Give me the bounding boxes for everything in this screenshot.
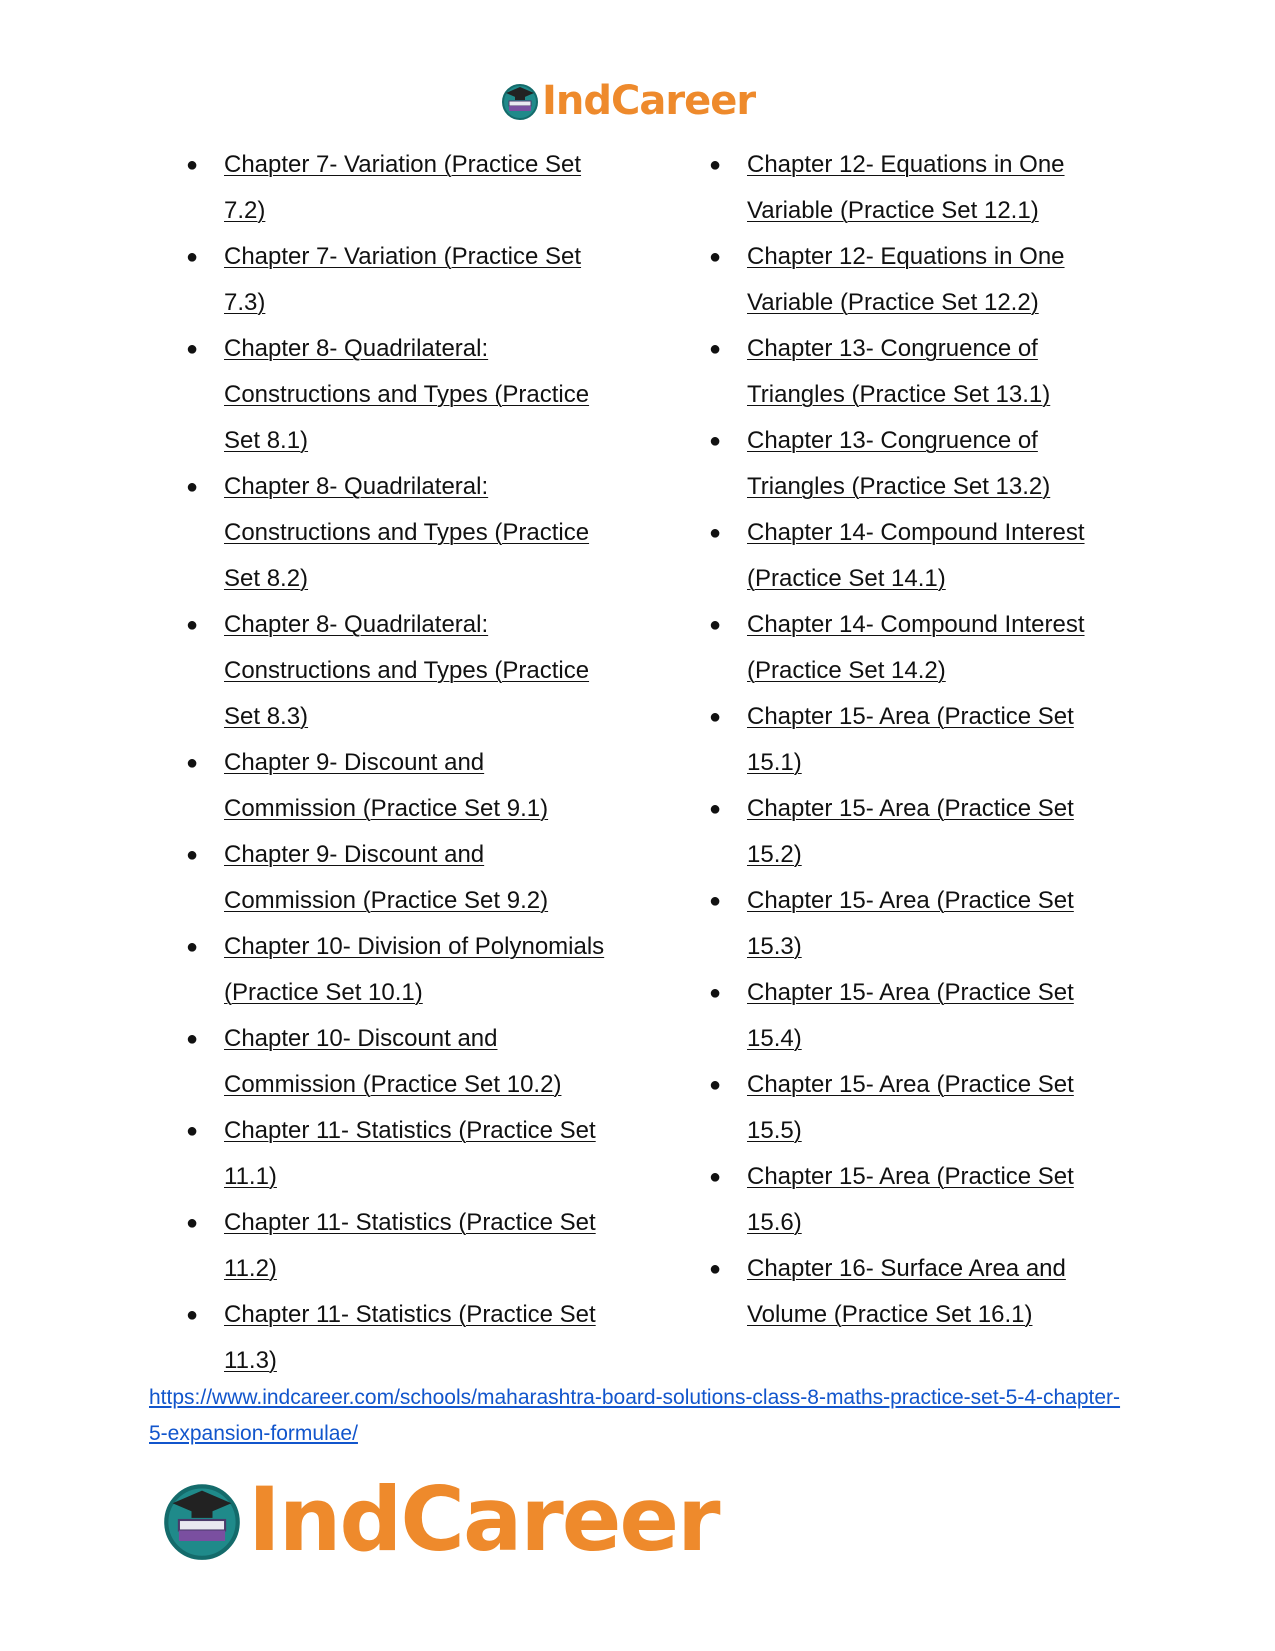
- chapter-link[interactable]: Chapter 15- Area (Practice Set 15.6): [747, 1163, 1074, 1236]
- bullet-icon: ●: [186, 614, 199, 636]
- chapter-link[interactable]: Chapter 13- Congruence of Triangles (Practice Set 13.2): [747, 427, 1051, 500]
- chapter-link[interactable]: Chapter 16- Surface Area and Volume (Practice Set 16.1): [747, 1255, 1066, 1328]
- footer-logo: [160, 1468, 719, 1571]
- brand-name: IndCareer: [248, 1468, 719, 1571]
- chapter-link[interactable]: Chapter 15- Area (Practice Set 15.5): [747, 1071, 1074, 1144]
- list-item: [709, 234, 1129, 326]
- list-item: [186, 1016, 606, 1108]
- bullet-icon: ●: [709, 1258, 722, 1280]
- bullet-icon: ●: [709, 1074, 722, 1096]
- list-item: [709, 970, 1129, 1062]
- list-item: [709, 1154, 1129, 1246]
- list-item: [709, 694, 1129, 786]
- list-item: [186, 234, 606, 326]
- bullet-icon: ●: [709, 890, 722, 912]
- graduation-book-globe-icon: [160, 1478, 244, 1562]
- chapter-list-left: [186, 142, 606, 1384]
- chapter-link[interactable]: Chapter 7- Variation (Practice Set 7.2): [224, 151, 582, 224]
- bullet-icon: ●: [709, 338, 722, 360]
- bullet-icon: ●: [709, 798, 722, 820]
- chapter-link[interactable]: Chapter 9- Discount and Commission (Practice Set 9.2): [224, 841, 549, 914]
- bullet-icon: ●: [186, 1212, 199, 1234]
- chapter-link[interactable]: Chapter 12- Equations in One Variable (Practice Set 12.2): [747, 243, 1065, 316]
- list-item: [709, 142, 1129, 234]
- bullet-icon: ●: [186, 1304, 199, 1326]
- chapter-link[interactable]: Chapter 11- Statistics (Practice Set 11.2): [224, 1209, 596, 1282]
- list-item: [186, 464, 606, 602]
- brand-name: IndCareer: [542, 78, 756, 124]
- chapter-link[interactable]: Chapter 8- Quadrilateral: Constructions and Types (Practice Set 8.2): [224, 473, 590, 592]
- chapter-link[interactable]: Chapter 12- Equations in One Variable (Practice Set 12.1): [747, 151, 1065, 224]
- bullet-icon: ●: [186, 154, 199, 176]
- bullet-icon: ●: [709, 614, 722, 636]
- chapter-link[interactable]: Chapter 11- Statistics (Practice Set 11.1): [224, 1117, 596, 1190]
- list-item: [709, 786, 1129, 878]
- header-logo: [500, 78, 755, 124]
- chapter-link[interactable]: Chapter 15- Area (Practice Set 15.4): [747, 979, 1074, 1052]
- chapter-link[interactable]: Chapter 10- Division of Polynomials (Practice Set 10.1): [224, 933, 605, 1006]
- bullet-icon: ●: [186, 338, 199, 360]
- list-item: [709, 1062, 1129, 1154]
- bullet-icon: ●: [709, 522, 722, 544]
- list-item: [709, 602, 1129, 694]
- chapter-list-right: [709, 142, 1129, 1338]
- chapter-link[interactable]: Chapter 15- Area (Practice Set 15.3): [747, 887, 1074, 960]
- bullet-icon: ●: [186, 844, 199, 866]
- bullet-icon: ●: [709, 246, 722, 268]
- list-item: [709, 418, 1129, 510]
- list-item: [186, 602, 606, 740]
- chapter-link[interactable]: Chapter 14- Compound Interest (Practice Set 14.1): [747, 519, 1085, 592]
- bullet-icon: ●: [709, 706, 722, 728]
- source-url-link[interactable]: https://www.indcareer.com/schools/maharashtra-board-solutions-class-8-maths-practice-set-5-4-chapter-5-expansion-formulae/: [149, 1386, 1121, 1445]
- list-item: [186, 326, 606, 464]
- list-item: [186, 1108, 606, 1200]
- bullet-icon: ●: [709, 154, 722, 176]
- bullet-icon: ●: [186, 752, 199, 774]
- list-item: [186, 924, 606, 1016]
- bullet-icon: ●: [709, 1166, 722, 1188]
- list-item: [709, 878, 1129, 970]
- bullet-icon: ●: [186, 1120, 199, 1142]
- chapter-link[interactable]: Chapter 13- Congruence of Triangles (Practice Set 13.1): [747, 335, 1051, 408]
- chapter-link[interactable]: Chapter 8- Quadrilateral: Constructions and Types (Practice Set 8.1): [224, 335, 590, 454]
- list-item: [186, 1292, 606, 1384]
- chapter-link[interactable]: Chapter 14- Compound Interest (Practice Set 14.2): [747, 611, 1085, 684]
- bullet-icon: ●: [186, 476, 199, 498]
- list-item: [709, 1246, 1129, 1338]
- bullet-icon: ●: [709, 430, 722, 452]
- chapter-link[interactable]: Chapter 7- Variation (Practice Set 7.3): [224, 243, 582, 316]
- chapter-link[interactable]: Chapter 8- Quadrilateral: Constructions and Types (Practice Set 8.3): [224, 611, 590, 730]
- list-item: [186, 832, 606, 924]
- graduation-book-globe-icon: [500, 81, 540, 121]
- chapter-link[interactable]: Chapter 9- Discount and Commission (Practice Set 9.1): [224, 749, 549, 822]
- bullet-icon: ●: [186, 246, 199, 268]
- list-item: [186, 740, 606, 832]
- bullet-icon: ●: [186, 936, 199, 958]
- chapter-link[interactable]: Chapter 15- Area (Practice Set 15.1): [747, 703, 1074, 776]
- chapter-link[interactable]: Chapter 10- Discount and Commission (Practice Set 10.2): [224, 1025, 562, 1098]
- list-item: [709, 510, 1129, 602]
- chapter-link[interactable]: Chapter 11- Statistics (Practice Set 11.3): [224, 1301, 596, 1374]
- bullet-icon: ●: [709, 982, 722, 1004]
- list-item: [709, 326, 1129, 418]
- bullet-icon: ●: [186, 1028, 199, 1050]
- list-item: [186, 142, 606, 234]
- list-item: [186, 1200, 606, 1292]
- chapter-link[interactable]: Chapter 15- Area (Practice Set 15.2): [747, 795, 1074, 868]
